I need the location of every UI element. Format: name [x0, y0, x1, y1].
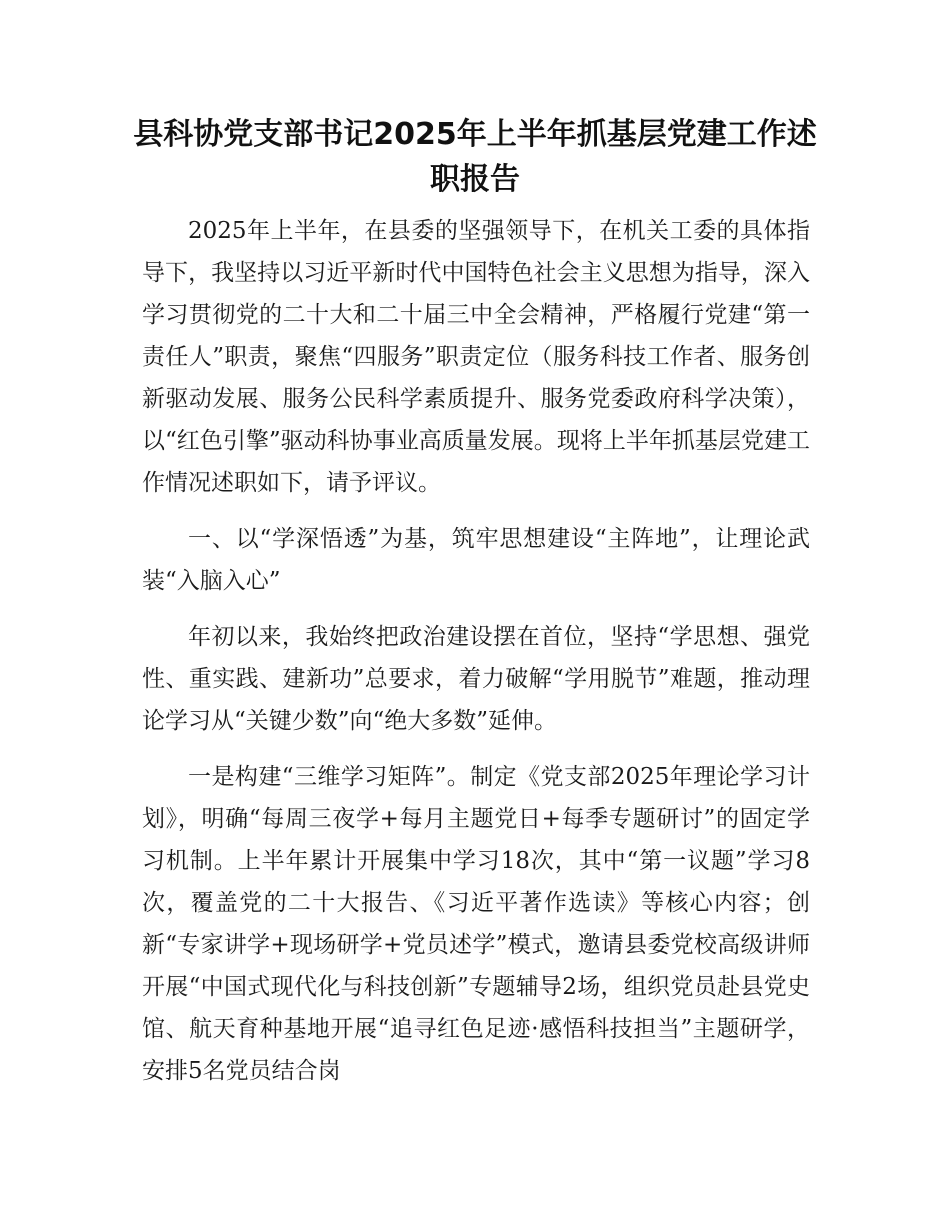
document-title: 县科协党支部书记2025年上半年抓基层党建工作述职报告 [133, 117, 817, 197]
intro-paragraph: 2025年上半年，在县委的坚强领导下，在机关工委的具体指导下，我坚持以习近平新时代中国特色社会主义思想为指导，深入学习贯彻党的二十大和二十届三中全会精神，严格履行党建“第一责任人”职责，聚焦“四服务”职责定位（服务科技工作者、服务创新驱动发展、服务公民科学素质提升、服务党委政府科学决策），以“红色引擎”驱动科协事业高质量发展。现将上半年抓基层党建工作情况述职如下，请予评议。 [142, 218, 810, 496]
section-1-paragraph-1: 年初以来，我始终把政治建设摆在首位，坚持“学思想、强党性、重实践、建新功”总要求，着力破解“学用脱节”难题，推动理论学习从“关键少数”向“绝大多数”延伸。 [142, 624, 810, 734]
section-heading-1: 一、以“学深悟透”为基，筑牢思想建设“主阵地”，让理论武装“入脑入心” [142, 526, 810, 594]
document-body [142, 210, 810, 1106]
section-1-paragraph-2: 一是构建“三维学习矩阵”。制定《党支部2025年理论学习计划》，明确“每周三夜学+每月主题党日+每季专题研讨”的固定学习机制。上半年累计开展集中学习18次，其中“第一议题”学习8次，覆盖党的二十大报告、《习近平著作选读》等核心内容；创新“专家讲学+现场研学+党员述学”模式，邀请县委党校高级讲师开展“中国式现代化与科技创新”专题辅导2场，组织党员赴县党史馆、航天育种基地开展“追寻红色足迹·感悟科技担当”主题研学，安排5名党员结合岗 [142, 764, 810, 1084]
